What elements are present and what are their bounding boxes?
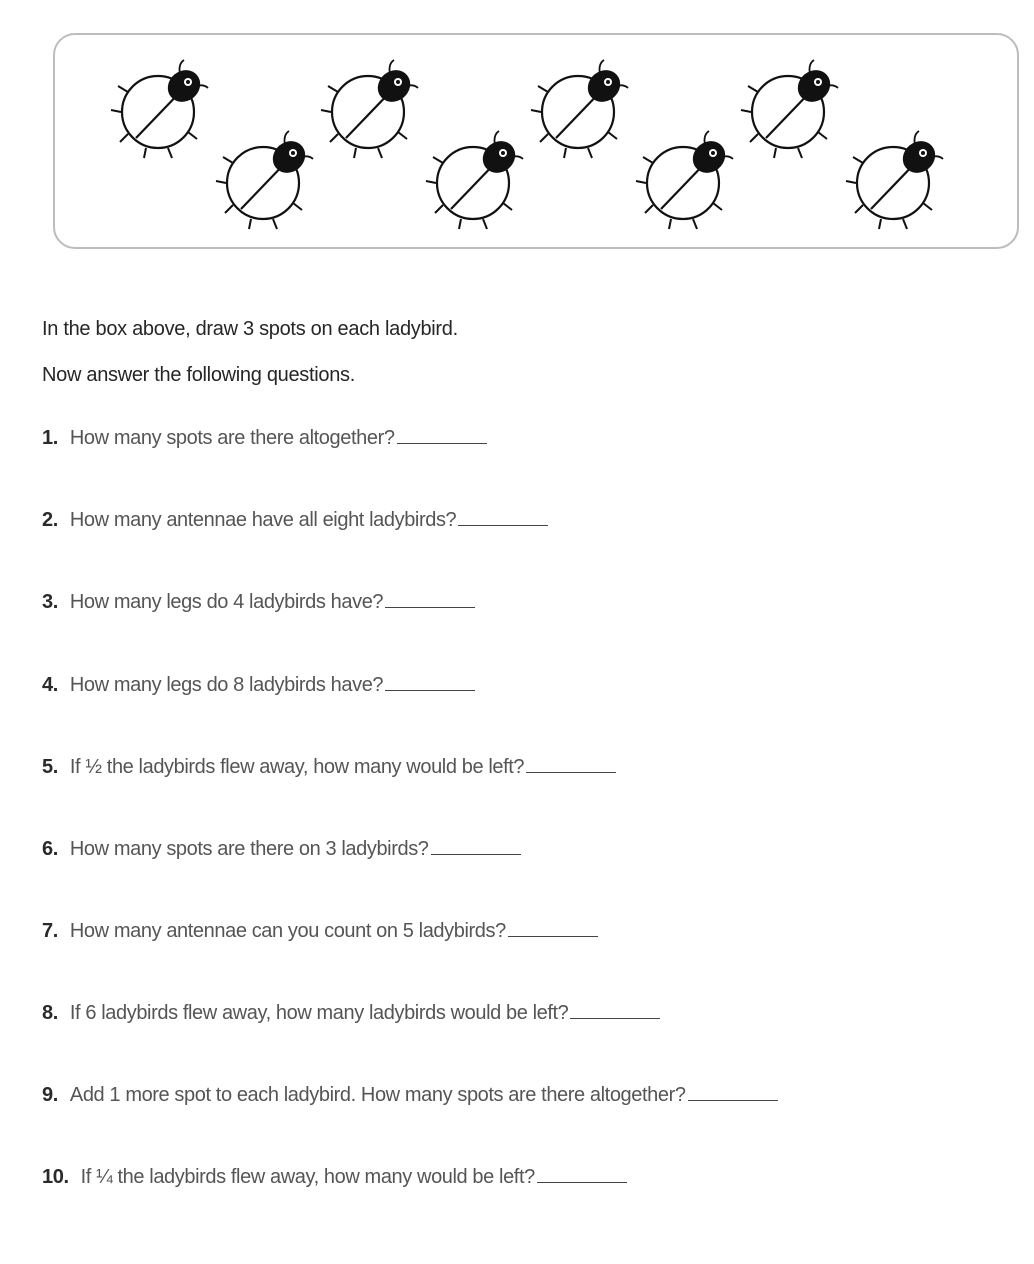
- answer-blank[interactable]: [397, 429, 487, 444]
- question-text: How many legs do 4 ladybirds have?: [69, 591, 384, 613]
- answer-blank[interactable]: [570, 1004, 660, 1019]
- question-text: How many legs do 8 ladybirds have?: [69, 674, 384, 696]
- answer-blank[interactable]: [385, 676, 475, 691]
- answer-blank[interactable]: [526, 758, 616, 773]
- question-item: [42, 1084, 778, 1107]
- ladybird-icon: [321, 60, 418, 158]
- answer-blank[interactable]: [458, 511, 548, 526]
- question-item: [42, 591, 475, 614]
- instruction-answer-questions: Now answer the following questions.: [42, 364, 356, 386]
- answer-blank[interactable]: [508, 922, 598, 937]
- instruction-draw-spots: In the box above, draw 3 spots on each ladybird.: [42, 318, 458, 340]
- question-number: 6.: [42, 838, 58, 860]
- question-text: If ¼ the ladybirds flew away, how many would be left?: [80, 1166, 535, 1188]
- question-item: [42, 509, 548, 532]
- question-number: 9.: [42, 1084, 58, 1106]
- question-text: If 6 ladybirds flew away, how many ladybirds would be left?: [69, 1002, 569, 1024]
- question-text: How many antennae can you count on 5 ladybirds?: [69, 920, 506, 942]
- question-number: 5.: [42, 756, 58, 778]
- ladybird-icon: [111, 60, 208, 158]
- question-number: 8.: [42, 1002, 58, 1024]
- answer-blank[interactable]: [537, 1168, 627, 1183]
- question-item: [42, 674, 475, 697]
- ladybird-icon: [531, 60, 628, 158]
- question-text: How many spots are there on 3 ladybirds?: [69, 838, 429, 860]
- ladybird-icon: [846, 131, 943, 229]
- question-number: 4.: [42, 674, 58, 696]
- question-number: 7.: [42, 920, 58, 942]
- ladybird-icon: [216, 131, 313, 229]
- ladybird-box[interactable]: [53, 33, 1019, 249]
- question-number: 2.: [42, 509, 58, 531]
- ladybird-drawing-area[interactable]: [55, 35, 1021, 251]
- ladybird-icon: [636, 131, 733, 229]
- question-item: [42, 427, 487, 450]
- question-number: 10.: [42, 1166, 69, 1188]
- question-text: If ½ the ladybirds flew away, how many would be left?: [69, 756, 525, 778]
- ladybird-icon: [426, 131, 523, 229]
- question-item: [42, 920, 598, 943]
- question-item: [42, 756, 616, 779]
- question-item: [42, 1166, 627, 1189]
- ladybird-icon: [741, 60, 838, 158]
- answer-blank[interactable]: [688, 1086, 778, 1101]
- answer-blank[interactable]: [385, 593, 475, 608]
- answer-blank[interactable]: [431, 840, 521, 855]
- question-number: 3.: [42, 591, 58, 613]
- question-text: How many antennae have all eight ladybirds?: [69, 509, 457, 531]
- question-item: [42, 838, 521, 861]
- question-item: [42, 1002, 660, 1025]
- question-text: Add 1 more spot to each ladybird. How many spots are there altogether?: [69, 1084, 686, 1106]
- question-text: How many spots are there altogether?: [69, 427, 395, 449]
- question-number: 1.: [42, 427, 58, 449]
